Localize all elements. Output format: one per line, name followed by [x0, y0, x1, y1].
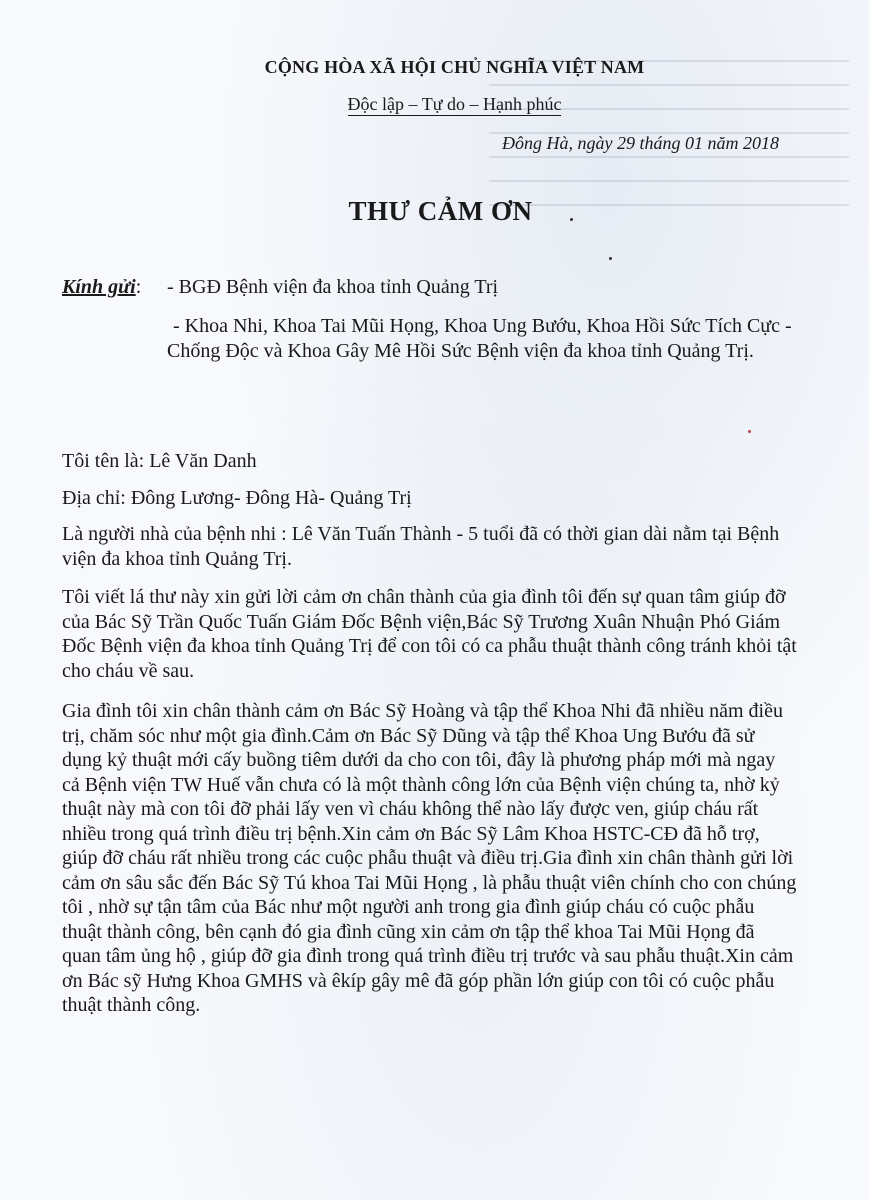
- salutation-label: Kính gửi:: [62, 276, 142, 298]
- dateline: Đông Hà, ngày 29 tháng 01 năm 2018: [502, 133, 779, 153]
- paper-speck: [570, 218, 573, 221]
- recipient-line-1: [62, 275, 802, 300]
- paper-speck: [609, 257, 612, 260]
- address-line: Địa chỉ: Đông Lương- Đông Hà- Quảng Trị: [62, 486, 412, 509]
- paragraph-2: Gia đình tôi xin chân thành cảm ơn Bác Sỹ Hoàng và tập thể Khoa Nhi đã nhiều năm điều trị, chăm sóc như một gia đình.Cảm ơn Bác Sỹ Dũng và tập thể Khoa Ung Bướu đã sử dụng kỷ thuật mới cấy buồng tiêm dưới da cho con tôi, đây là phương pháp mới mà ngay cả Bệnh viện TW Huế vẫn chưa có là một thành công lớn của Bệnh viện chúng ta, nhờ kỷ thuật này mà con tôi đỡ phải lấy ven vì cháu không thể nào lấy được ven, giúp cháu rất nhiều trong quá trình điều trị bệnh.Xin cảm ơn Bác Sỹ Lâm Khoa HSTC-CĐ đã hỗ trợ, giúp đỡ cháu rất nhiều trong các cuộc phẫu thuật và điều trị.Gia đình xin chân thành gửi lời cảm ơn sâu sắc đến Bác Sỹ Tú khoa Tai Mũi Họng , là phẫu thuật viên chính cho con chúng tôi , nhờ sự tận tâm của Bác như một người anh trong gia đình giúp cháu có cuộc phẫu thuật thành công, bên cạnh đó gia đình cũng xin cảm ơn tập thể khoa Tai Mũi Họng đã quan tâm ủng hộ , giúp đỡ gia đình trong quá trình điều trị trước và sau phẫu thuật.Xin cảm ơn Bác sỹ Hưng Khoa GMHS và êkíp gây mê đã góp phần lớn giúp con tôi có cuộc phẫu thuật thành công.: [62, 700, 797, 1016]
- letter-title: THƯ CẢM ƠN: [348, 196, 533, 226]
- recipient-first: - BGĐ Bệnh viện đa khoa tỉnh Quảng Trị: [167, 276, 499, 298]
- national-motto: [0, 94, 869, 115]
- motto-text: Độc lập – Tự do – Hạnh phúc: [347, 94, 562, 114]
- name-line: Tôi tên là: Lê Văn Danh: [62, 450, 257, 472]
- salutation: Kính gửi: [62, 276, 136, 298]
- relation-line: Là người nhà của bệnh nhi : Lê Văn Tuấn Thành - 5 tuổi đã có thời gian dài nằm tại Bệnh viện đa khoa tỉnh Quảng Trị.: [62, 523, 780, 570]
- recipients-block: [62, 275, 802, 364]
- paragraph-1: Tôi viết lá thư này xin gửi lời cảm ơn chân thành của gia đình tôi đến sự quan tâm giúp đỡ của Bác Sỹ Trần Quốc Tuấn Giám Đốc Bệnh viện,Bác Sỹ Trương Xuân Nhuận Phó Giám Đốc Bệnh viện đa khoa tỉnh Quảng Trị để con tôi có ca phẫu thuật thành công tránh khỏi tật cho cháu về sau.: [62, 586, 797, 682]
- recipient-second: - Khoa Nhi, Khoa Tai Mũi Họng, Khoa Ung Bướu, Khoa Hồi Sức Tích Cực - Chống Độc và Khoa Gây Mê Hồi Sức Bệnh viện đa khoa tỉnh Quảng Trị.: [167, 315, 792, 362]
- national-header: CỘNG HÒA XÃ HỘI CHỦ NGHĨA VIỆT NAM: [264, 57, 645, 77]
- paper-speck: [748, 430, 751, 433]
- letter-body: [62, 449, 797, 1032]
